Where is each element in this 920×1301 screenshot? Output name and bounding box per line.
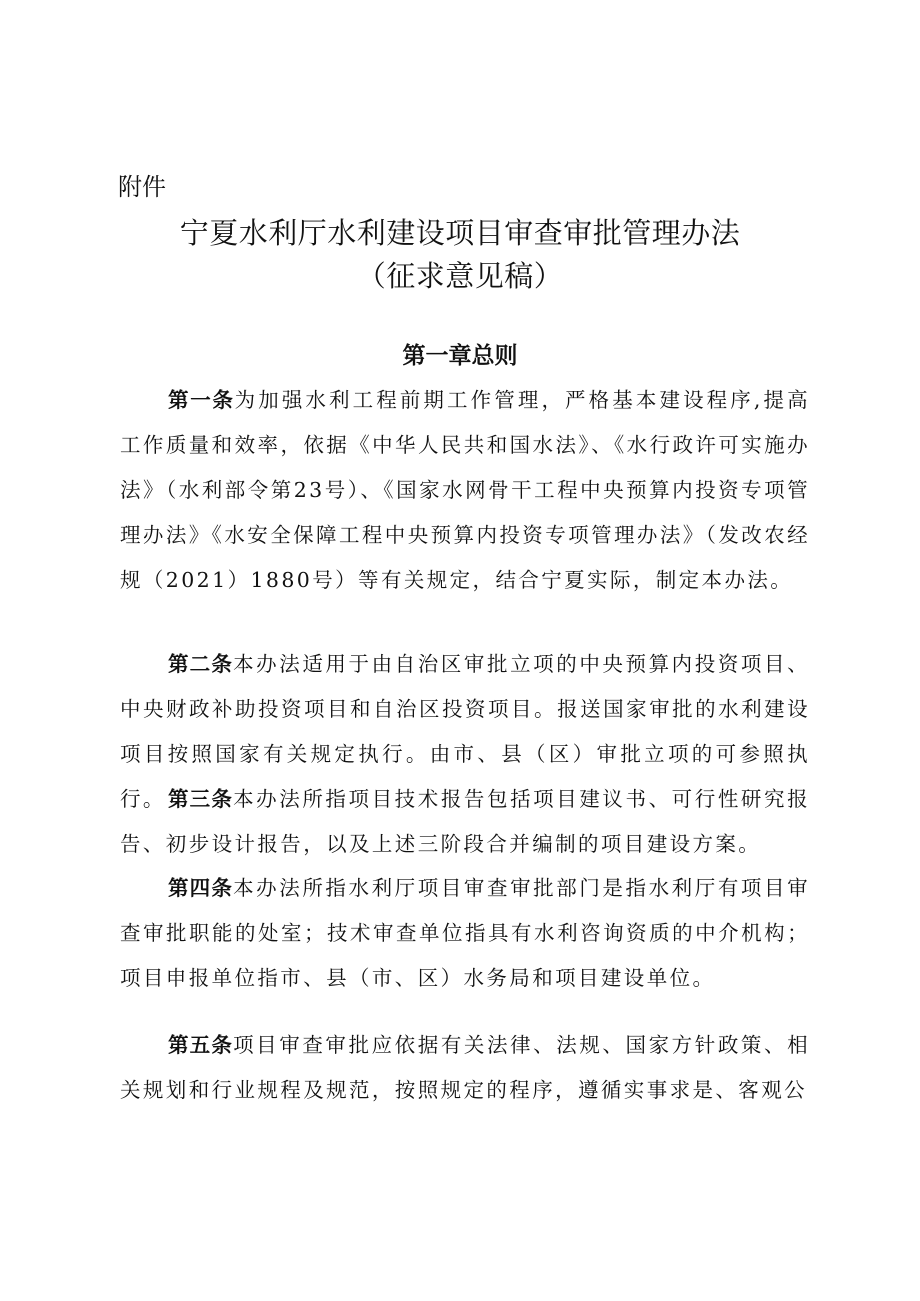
article-5-text: 项目审查审批应依据有关法律、法规、国家方针政策、相关规划和行业规程及规范，按照规定的程序，遵循实事求是、客观公	[120, 1033, 811, 1102]
article-2-text: 本办法适用于由自治区审批立项的中央预算内投资项目、中央财政补助投资项目和自治区投资项目。报送国家审批的水利建设项目按照国家有关规定执行。由市、县（区）审批立项的可参照执行。	[120, 652, 811, 811]
article-1-text: 为加强水利工程前期工作管理，严格基本建设程序,提高工作质量和效率，依据《中华人民共和国水法》、《水行政许可实施办法》（水利部令第23号）、《国家水网骨干工程中央预算内投资专项管理办法》《水安全保障工程中央预算内投资专项管理办法》（发改农经规（2021）1880号）等有关规定，结合宁夏实际，制定本办法。	[120, 388, 810, 592]
article-1-label: 第一条	[168, 388, 235, 412]
article-2-label: 第二条	[168, 652, 234, 676]
article-3	[120, 777, 810, 867]
article-4	[120, 866, 810, 1001]
article-3-text: 本办法所指项目技术报告包括项目建议书、可行性研究报告、初步设计报告，以及上述三阶段合并编制的项目建设方案。	[120, 787, 811, 856]
article-5	[120, 1023, 810, 1113]
chapter-heading: 第一章总则	[402, 343, 518, 369]
article-3-label: 第三条	[168, 787, 234, 811]
article-5-label: 第五条	[168, 1033, 234, 1057]
article-4-text: 本办法所指水利厅项目审查审批部门是指水利厅有项目审查审批职能的处室；技术审查单位指具有水利咨询资质的中介机构；项目申报单位指市、县（市、区）水务局和项目建设单位。	[120, 876, 811, 990]
article-1	[120, 378, 810, 603]
attachment-label: 附件	[118, 173, 166, 201]
document-title: 宁夏水利厅水利建设项目审查审批管理办法	[179, 216, 741, 250]
document-subtitle: （征求意见稿）	[356, 259, 564, 293]
article-4-label: 第四条	[168, 876, 234, 900]
